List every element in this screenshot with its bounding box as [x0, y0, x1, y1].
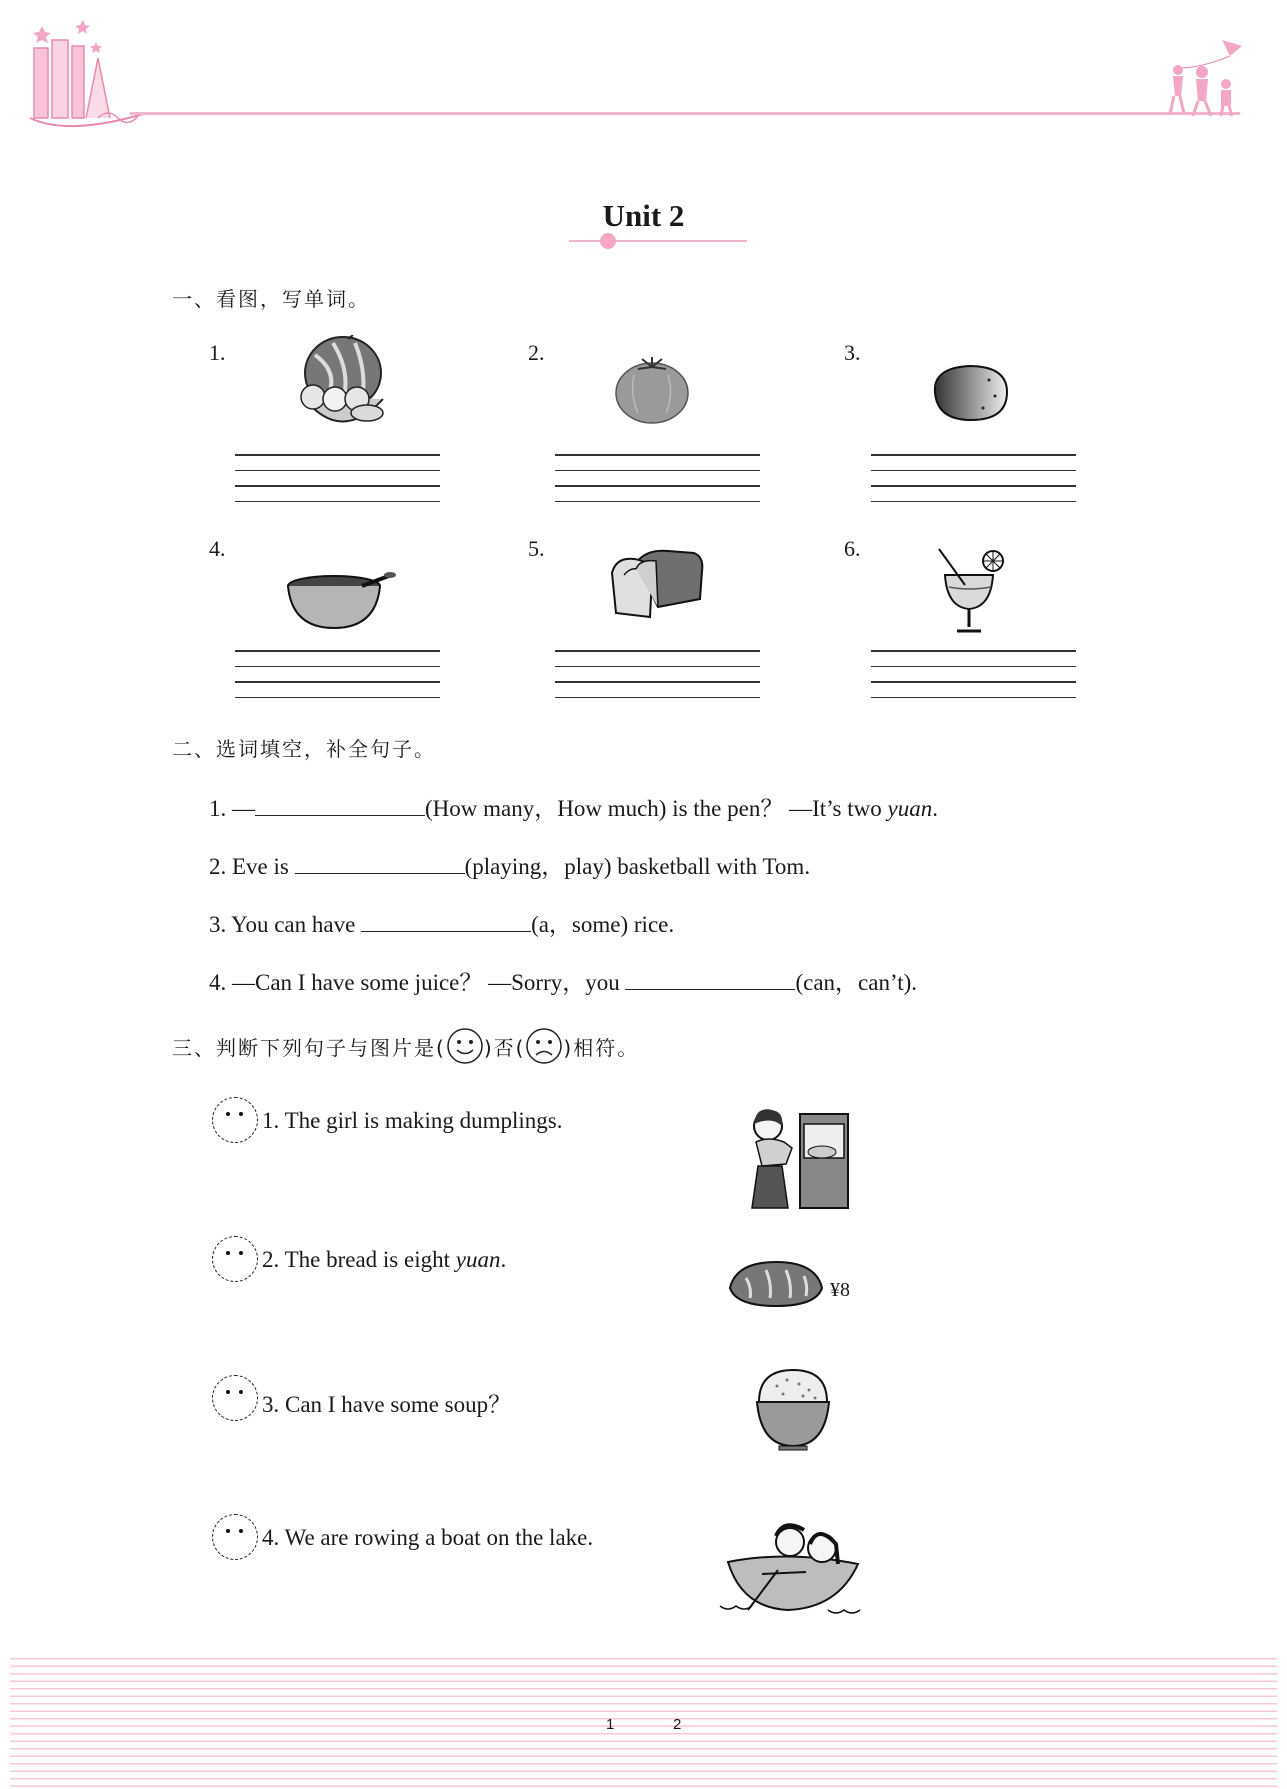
children-rowing-boat-icon — [718, 1510, 868, 1618]
fill-blank[interactable] — [295, 851, 465, 874]
sad-face-icon — [525, 1027, 563, 1065]
fill-blank[interactable] — [255, 793, 425, 816]
price-label: ¥8 — [830, 1279, 850, 1301]
tomato-icon — [612, 355, 692, 425]
children-flying-kite-icon — [1160, 38, 1245, 118]
answer-face-circle[interactable] — [212, 1097, 258, 1143]
fill-sentence-3: 3. You can have (a，some) rice. — [209, 906, 674, 939]
answer-lines[interactable] — [235, 454, 440, 516]
item-number: 4. — [209, 536, 226, 561]
fruit-bowl-icon — [293, 335, 388, 435]
answer-face-circle[interactable] — [212, 1236, 258, 1282]
fill-sentence-2: 2. Eve is (playing，play) basketball with Tom. — [209, 848, 810, 881]
rice-bowl-icon — [753, 1366, 833, 1452]
section-2-heading: 二、选词填空，补全句子。 — [172, 737, 436, 761]
answer-lines[interactable] — [235, 650, 440, 712]
answer-face-circle[interactable] — [212, 1514, 258, 1560]
title-dot-icon — [600, 233, 616, 249]
bread-icon — [726, 1258, 826, 1310]
item-number: 1. — [209, 340, 226, 365]
answer-lines[interactable] — [555, 454, 760, 516]
section-3-heading: 三、判断下列句子与图片是( )否( )相符。 — [172, 1027, 639, 1065]
answer-face-circle[interactable] — [212, 1375, 258, 1421]
fill-sentence-4: 4. —Can I have some juice？ —Sorry，you (can，can’t). — [209, 964, 917, 997]
header-rule — [130, 112, 1240, 115]
title-underline — [569, 240, 747, 242]
judge-sentence-2: 2. The bread is eight yuan. — [262, 1247, 507, 1272]
page-number-left: 1 — [606, 1716, 615, 1733]
judge-sentence-3: 3. Can I have some soup？ — [262, 1392, 512, 1417]
bread-loaf-icon — [606, 545, 706, 625]
soup-bowl-icon — [284, 570, 399, 632]
judge-sentence-4: 4. We are rowing a boat on the lake. — [262, 1525, 594, 1550]
item-number: 2. — [528, 340, 545, 365]
item-number: 5. — [528, 536, 545, 561]
smiley-face-icon — [446, 1027, 484, 1065]
fill-sentence-1: 1. — (How many，How much) is the pen？ —It’s two yuan. — [209, 790, 938, 823]
footer-band — [10, 1652, 1277, 1789]
page-title: Unit 2 — [602, 198, 685, 233]
page-number-right: 2 — [673, 1716, 682, 1733]
fill-blank[interactable] — [625, 967, 795, 990]
answer-lines[interactable] — [555, 650, 760, 712]
juice-glass-icon — [935, 545, 1007, 635]
answer-lines[interactable] — [871, 454, 1076, 516]
section-1-heading: 一、看图，写单词。 — [172, 287, 370, 311]
girl-baking-cake-icon — [742, 1104, 852, 1210]
item-number: 6. — [844, 536, 861, 561]
judge-sentence-1: 1. The girl is making dumplings. — [262, 1108, 563, 1133]
potato-icon — [929, 362, 1011, 424]
header-logo-decoration-icon — [28, 18, 148, 133]
fill-blank[interactable] — [361, 909, 531, 932]
answer-lines[interactable] — [871, 650, 1076, 712]
item-number: 3. — [844, 340, 861, 365]
